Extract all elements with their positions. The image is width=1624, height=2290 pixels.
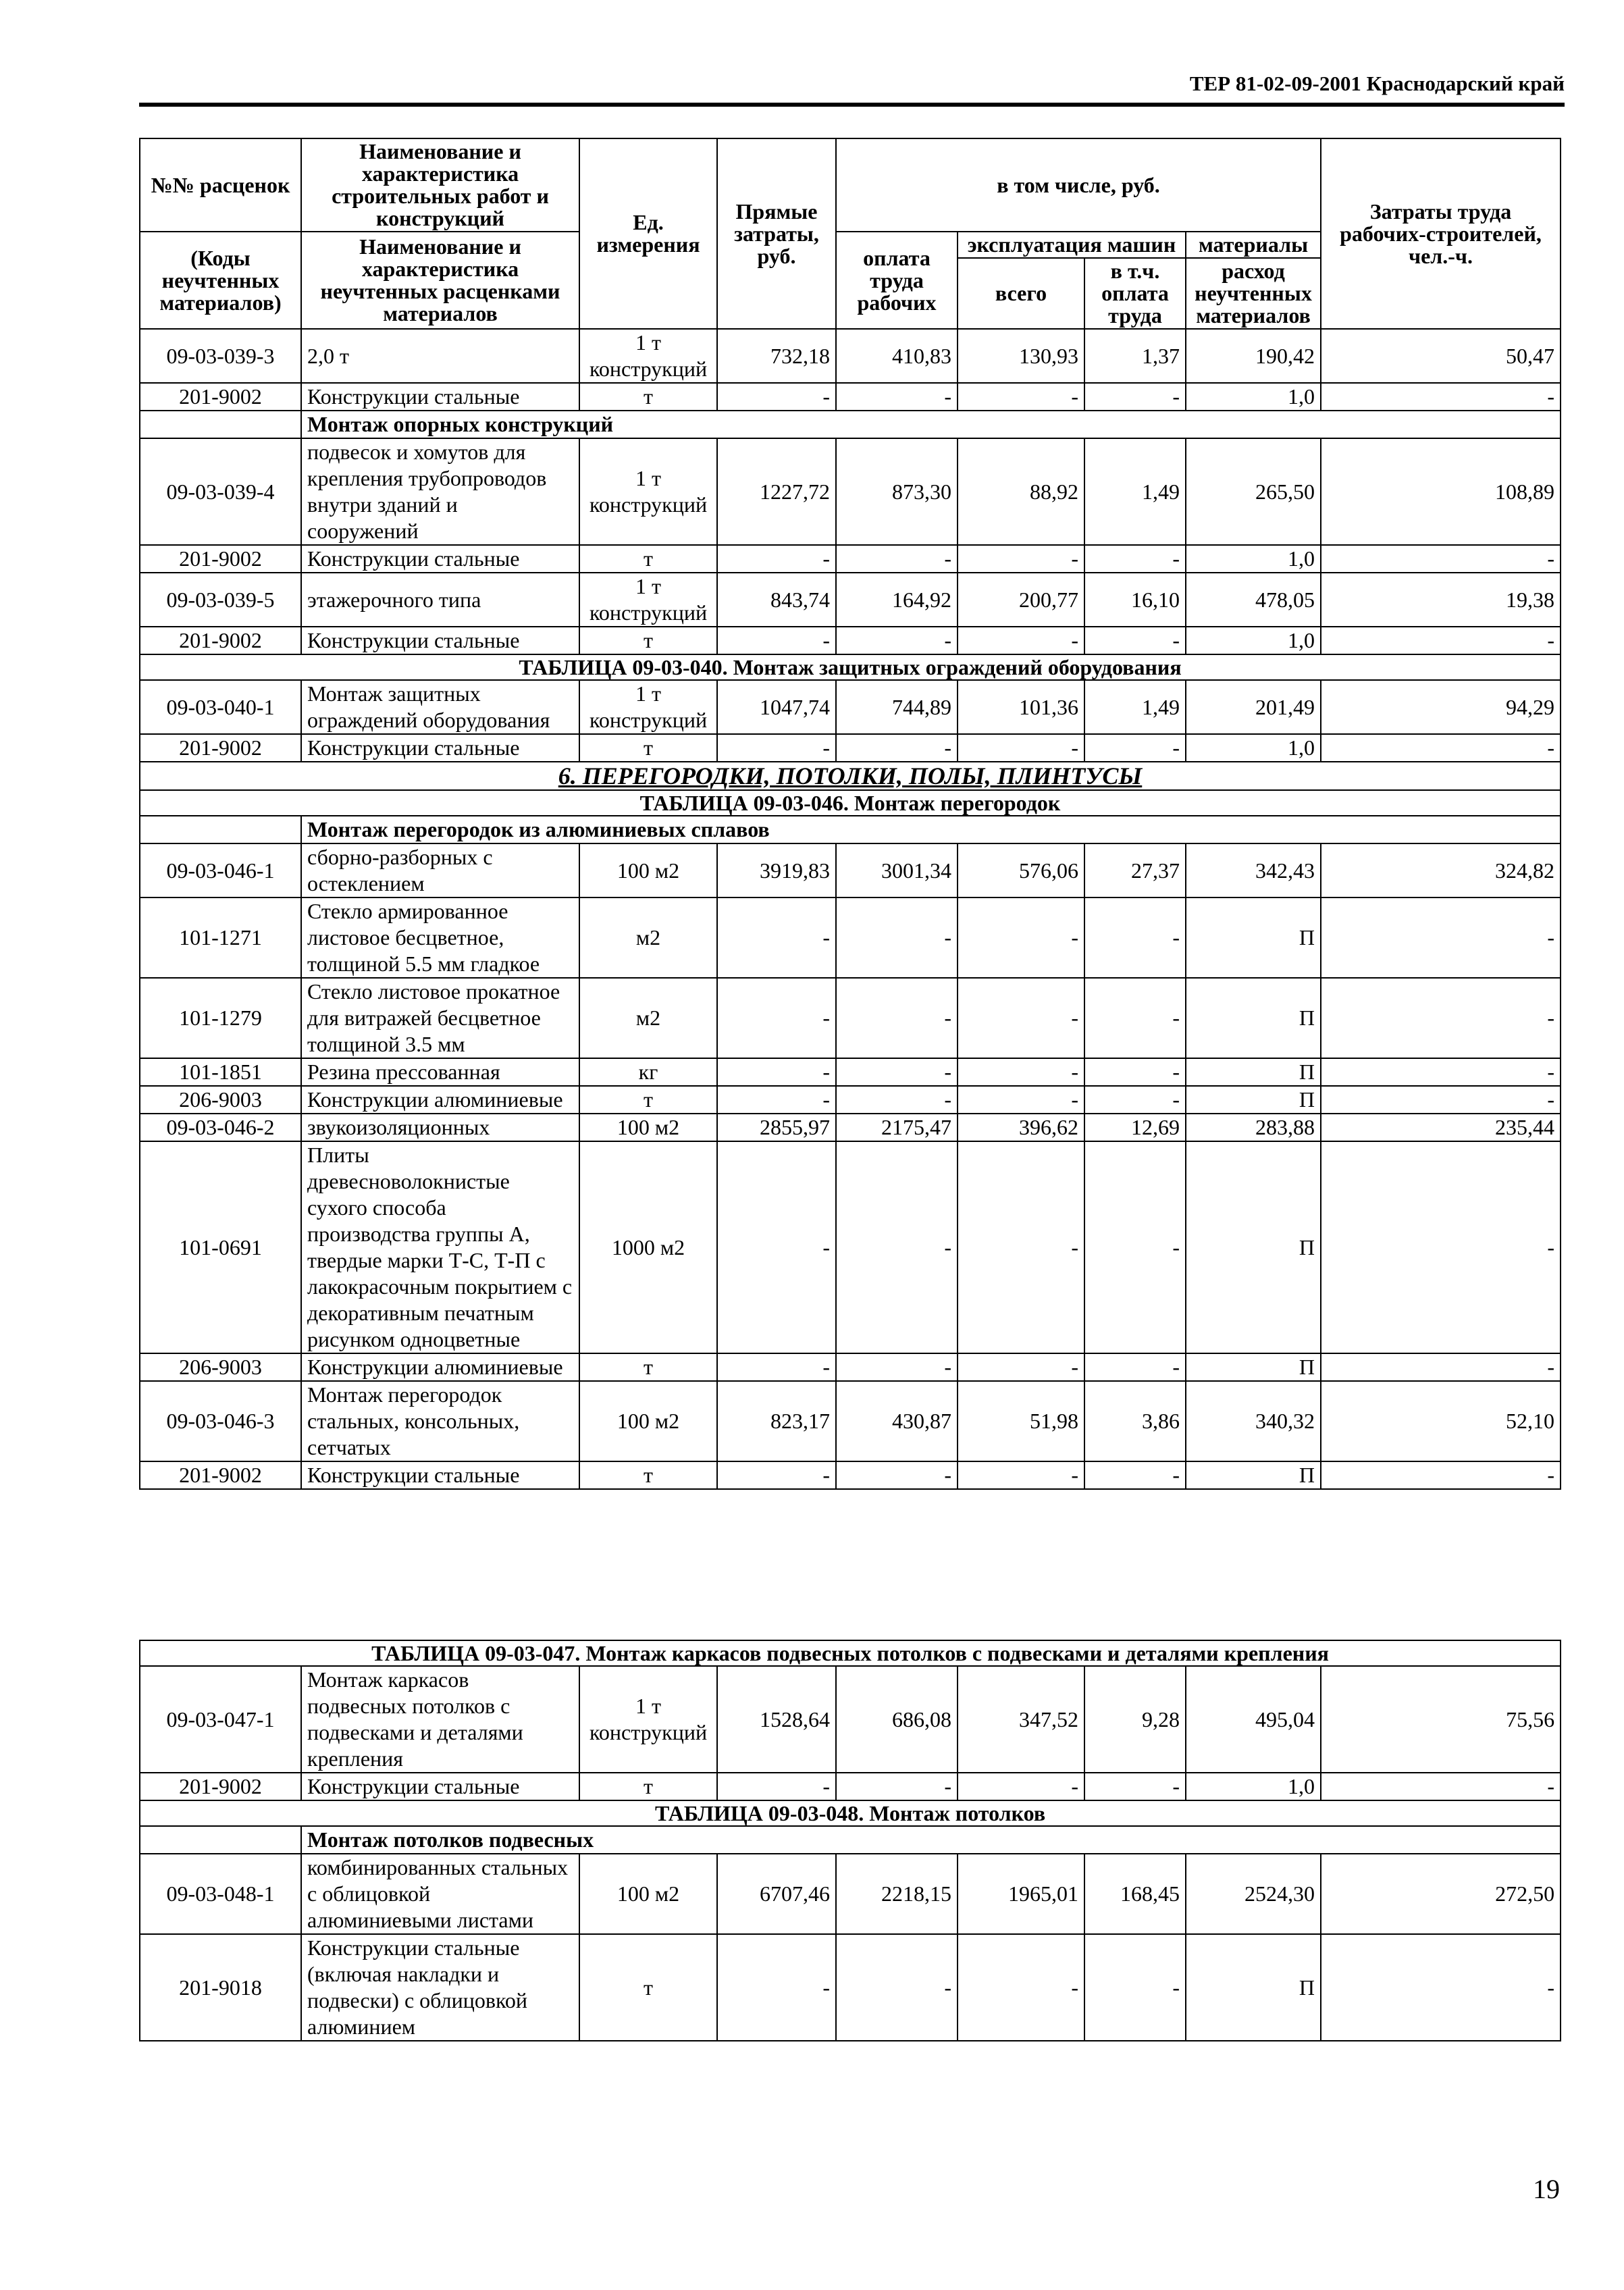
labor-hours: 94,29 <box>1321 680 1561 734</box>
labor-pay: - <box>836 734 958 762</box>
machines-total: 347,52 <box>958 1666 1084 1773</box>
unit-cell: т <box>579 1934 717 2041</box>
machines-total: - <box>958 545 1084 573</box>
labor-pay: - <box>836 1141 958 1353</box>
labor-pay: 744,89 <box>836 680 958 734</box>
labor-hours: - <box>1321 897 1561 978</box>
machines-total: 396,62 <box>958 1114 1084 1141</box>
labor-hours: - <box>1321 545 1561 573</box>
materials-cost: П <box>1186 1141 1321 1353</box>
materials-cost: П <box>1186 1461 1321 1489</box>
rate-code: 09-03-047-1 <box>140 1666 301 1773</box>
machines-total: - <box>958 978 1084 1058</box>
page-number: 19 <box>1533 2174 1560 2204</box>
table-section-row <box>140 790 1561 816</box>
table-row <box>140 734 1561 762</box>
col-machines-total: всего <box>958 258 1084 329</box>
direct-cost: 6707,46 <box>717 1854 836 1934</box>
labor-pay: 164,92 <box>836 573 958 627</box>
col-incl: в том числе, руб. <box>836 138 1321 232</box>
subgroup-row <box>140 816 1561 843</box>
unit-cell: м2 <box>579 897 717 978</box>
machines-total: - <box>958 1058 1084 1086</box>
labor-hours: 19,38 <box>1321 573 1561 627</box>
header-row-1 <box>140 138 1561 232</box>
col-materials: материалы <box>1186 232 1321 258</box>
unit-cell: 1 т конструкций <box>579 438 717 545</box>
col-direct: Прямые затраты, руб. <box>717 138 836 329</box>
unit-cell: м2 <box>579 978 717 1058</box>
rate-code: 09-03-039-5 <box>140 573 301 627</box>
direct-cost: - <box>717 1353 836 1381</box>
labor-pay: 2175,47 <box>836 1114 958 1141</box>
col-materials-unacc: расход неучтенных материалов <box>1186 258 1321 329</box>
table-row <box>140 1461 1561 1489</box>
direct-cost: 2855,97 <box>717 1114 836 1141</box>
unit-cell: т <box>579 1773 717 1800</box>
rates-table-main <box>139 138 1561 1490</box>
machines-labor-pay: - <box>1084 545 1186 573</box>
machines-total: 51,98 <box>958 1381 1084 1461</box>
chapter-row <box>140 762 1561 790</box>
table-section-row <box>140 1800 1561 1826</box>
work-name: Конструкции стальные (включая накладки и подвески) с облицовкой алюминием <box>301 1934 579 2041</box>
chapter-title: 6. ПЕРЕГОРОДКИ, ПОТОЛКИ, ПОЛЫ, ПЛИНТУСЫ <box>140 762 1561 790</box>
table-row <box>140 545 1561 573</box>
materials-cost: П <box>1186 978 1321 1058</box>
rate-code: 09-03-046-2 <box>140 1114 301 1141</box>
rate-code: 201-9002 <box>140 545 301 573</box>
materials-cost: 201,49 <box>1186 680 1321 734</box>
col-name-top: Наименование и характеристика строительных работ и конструкций <box>301 138 579 232</box>
machines-labor-pay: - <box>1084 1353 1186 1381</box>
table-row <box>140 573 1561 627</box>
col-machines: эксплуатация машин <box>958 232 1186 258</box>
materials-cost: 1,0 <box>1186 545 1321 573</box>
labor-hours: - <box>1321 978 1561 1058</box>
rate-code: 09-03-040-1 <box>140 680 301 734</box>
materials-cost: П <box>1186 1353 1321 1381</box>
work-name: Стекло армированное листовое бесцветное, толщиной 5.5 мм гладкое <box>301 897 579 978</box>
unit-cell: 100 м2 <box>579 1381 717 1461</box>
machines-labor-pay: 1,49 <box>1084 680 1186 734</box>
rate-code: 101-0691 <box>140 1141 301 1353</box>
unit-cell: т <box>579 1461 717 1489</box>
machines-total: - <box>958 1086 1084 1114</box>
materials-cost: 478,05 <box>1186 573 1321 627</box>
machines-total: - <box>958 1461 1084 1489</box>
machines-total: 101,36 <box>958 680 1084 734</box>
machines-total: 130,93 <box>958 329 1084 383</box>
machines-labor-pay: - <box>1084 978 1186 1058</box>
labor-hours: 52,10 <box>1321 1381 1561 1461</box>
work-name: Конструкции стальные <box>301 734 579 762</box>
table-section-title: ТАБЛИЦА 09-03-048. Монтаж потолков <box>140 1800 1561 1826</box>
rate-code: 206-9003 <box>140 1353 301 1381</box>
rate-code: 101-1279 <box>140 978 301 1058</box>
labor-hours: - <box>1321 383 1561 411</box>
labor-pay: - <box>836 1773 958 1800</box>
work-name: Плиты древесноволокнистые сухого способа производства группы А, твердые марки Т-С, Т-П с лакокрасочным покрытием с декоративным печатным рисунком одноцветные <box>301 1141 579 1353</box>
machines-labor-pay: 12,69 <box>1084 1114 1186 1141</box>
machines-labor-pay: 16,10 <box>1084 573 1186 627</box>
col-code-bottom: (Коды неучтенных материалов) <box>140 232 301 329</box>
rate-code: 201-9002 <box>140 627 301 654</box>
empty-cell <box>140 411 301 438</box>
subgroup-title: Монтаж перегородок из алюминиевых сплавов <box>301 816 1561 843</box>
work-name: Конструкции стальные <box>301 627 579 654</box>
table-row <box>140 897 1561 978</box>
machines-labor-pay: - <box>1084 1141 1186 1353</box>
unit-cell: т <box>579 627 717 654</box>
machines-labor-pay: - <box>1084 897 1186 978</box>
labor-hours: - <box>1321 1353 1561 1381</box>
table-row <box>140 843 1561 897</box>
work-name: Монтаж перегородок стальных, консольных, сетчатых <box>301 1381 579 1461</box>
machines-labor-pay: 168,45 <box>1084 1854 1186 1934</box>
labor-hours: 272,50 <box>1321 1854 1561 1934</box>
labor-pay: - <box>836 897 958 978</box>
machines-total: - <box>958 383 1084 411</box>
machines-total: - <box>958 627 1084 654</box>
subgroup-row <box>140 411 1561 438</box>
table-row <box>140 1086 1561 1114</box>
machines-labor-pay: - <box>1084 383 1186 411</box>
rate-code: 201-9018 <box>140 1934 301 2041</box>
labor-pay: 686,08 <box>836 1666 958 1773</box>
work-name: 2,0 т <box>301 329 579 383</box>
machines-total: - <box>958 1353 1084 1381</box>
work-name: сборно-разборных с остеклением <box>301 843 579 897</box>
rate-code: 201-9002 <box>140 734 301 762</box>
unit-cell: т <box>579 1353 717 1381</box>
machines-labor-pay: - <box>1084 1086 1186 1114</box>
unit-cell: т <box>579 734 717 762</box>
machines-total: 576,06 <box>958 843 1084 897</box>
machines-labor-pay: - <box>1084 1461 1186 1489</box>
rate-code: 09-03-039-3 <box>140 329 301 383</box>
work-name: Конструкции алюминиевые <box>301 1353 579 1381</box>
rate-code: 201-9002 <box>140 383 301 411</box>
work-name: подвесок и хомутов для крепления трубопроводов внутри зданий и сооружений <box>301 438 579 545</box>
direct-cost: - <box>717 1773 836 1800</box>
labor-pay: - <box>836 1934 958 2041</box>
work-name: Монтаж каркасов подвесных потолков с подвесками и деталями крепления <box>301 1666 579 1773</box>
table-row <box>140 329 1561 383</box>
unit-cell: 100 м2 <box>579 843 717 897</box>
work-name: Конструкции стальные <box>301 1461 579 1489</box>
direct-cost: - <box>717 1461 836 1489</box>
machines-total: - <box>958 1934 1084 2041</box>
rate-code: 201-9002 <box>140 1461 301 1489</box>
labor-pay: 873,30 <box>836 438 958 545</box>
table-row <box>140 1141 1561 1353</box>
labor-pay: 3001,34 <box>836 843 958 897</box>
direct-cost: - <box>717 1058 836 1086</box>
direct-cost: 1528,64 <box>717 1666 836 1773</box>
labor-hours: 324,82 <box>1321 843 1561 897</box>
subgroup-title: Монтаж потолков подвесных <box>301 1826 1561 1854</box>
rate-code: 09-03-046-1 <box>140 843 301 897</box>
rate-code: 09-03-048-1 <box>140 1854 301 1934</box>
labor-pay: - <box>836 1461 958 1489</box>
table-row <box>140 978 1561 1058</box>
table-row <box>140 680 1561 734</box>
labor-hours: - <box>1321 734 1561 762</box>
materials-cost: 2524,30 <box>1186 1854 1321 1934</box>
direct-cost: 3919,83 <box>717 843 836 897</box>
work-name: Конструкции стальные <box>301 1773 579 1800</box>
machines-total: 200,77 <box>958 573 1084 627</box>
materials-cost: П <box>1186 1934 1321 2041</box>
materials-cost: 1,0 <box>1186 734 1321 762</box>
unit-cell: 100 м2 <box>579 1114 717 1141</box>
labor-hours: - <box>1321 1773 1561 1800</box>
table-section-row <box>140 1640 1561 1666</box>
labor-hours: 75,56 <box>1321 1666 1561 1773</box>
machines-total: 1965,01 <box>958 1854 1084 1934</box>
labor-hours: - <box>1321 1461 1561 1489</box>
materials-cost: 495,04 <box>1186 1666 1321 1773</box>
table-row <box>140 627 1561 654</box>
work-name: Конструкции стальные <box>301 545 579 573</box>
materials-cost: П <box>1186 1058 1321 1086</box>
materials-cost: П <box>1186 897 1321 978</box>
table-row <box>140 438 1561 545</box>
direct-cost: 843,74 <box>717 573 836 627</box>
machines-labor-pay: 1,37 <box>1084 329 1186 383</box>
direct-cost: - <box>717 1934 836 2041</box>
rate-code: 101-1851 <box>140 1058 301 1086</box>
empty-cell <box>140 816 301 843</box>
labor-hours: - <box>1321 627 1561 654</box>
rates-table-ceilings <box>139 1640 1561 2041</box>
rate-code: 09-03-039-4 <box>140 438 301 545</box>
work-name: Стекло листовое прокатное для витражей бесцветное толщиной 3.5 мм <box>301 978 579 1058</box>
materials-cost: 190,42 <box>1186 329 1321 383</box>
unit-cell: 1 т конструкций <box>579 1666 717 1773</box>
unit-cell: 100 м2 <box>579 1854 717 1934</box>
unit-cell: 1000 м2 <box>579 1141 717 1353</box>
col-labor-cost: Затраты труда рабочих-строителей, чел.-ч. <box>1321 138 1561 329</box>
labor-hours: - <box>1321 1058 1561 1086</box>
machines-total: - <box>958 734 1084 762</box>
work-name: Резина прессованная <box>301 1058 579 1086</box>
unit-cell: 1 т конструкций <box>579 329 717 383</box>
running-header: ТЕР 81-02-09-2001 Краснодарский край <box>1189 72 1565 95</box>
machines-labor-pay: - <box>1084 734 1186 762</box>
direct-cost: 1047,74 <box>717 680 836 734</box>
materials-cost: П <box>1186 1086 1321 1114</box>
col-machines-labor: в т.ч. оплата труда <box>1084 258 1186 329</box>
table-row <box>140 1666 1561 1773</box>
labor-hours: 235,44 <box>1321 1114 1561 1141</box>
machines-total: 88,92 <box>958 438 1084 545</box>
machines-labor-pay: 1,49 <box>1084 438 1186 545</box>
labor-hours: - <box>1321 1141 1561 1353</box>
unit-cell: кг <box>579 1058 717 1086</box>
empty-cell <box>140 1826 301 1854</box>
work-name: звукоизоляционных <box>301 1114 579 1141</box>
table-row <box>140 1773 1561 1800</box>
direct-cost: 732,18 <box>717 329 836 383</box>
labor-pay: - <box>836 1353 958 1381</box>
materials-cost: 340,32 <box>1186 1381 1321 1461</box>
labor-hours: - <box>1321 1086 1561 1114</box>
materials-cost: 1,0 <box>1186 383 1321 411</box>
direct-cost: - <box>717 383 836 411</box>
labor-hours: 50,47 <box>1321 329 1561 383</box>
rate-code: 201-9002 <box>140 1773 301 1800</box>
table-section-title: ТАБЛИЦА 09-03-046. Монтаж перегородок <box>140 790 1561 816</box>
direct-cost: 1227,72 <box>717 438 836 545</box>
table-row <box>140 1114 1561 1141</box>
rate-code: 206-9003 <box>140 1086 301 1114</box>
table-row <box>140 1353 1561 1381</box>
labor-pay: - <box>836 1086 958 1114</box>
machines-labor-pay: 27,37 <box>1084 843 1186 897</box>
direct-cost: - <box>717 627 836 654</box>
table-section-title: ТАБЛИЦА 09-03-040. Монтаж защитных ограждений оборудования <box>140 654 1561 680</box>
table-section-title: ТАБЛИЦА 09-03-047. Монтаж каркасов подвесных потолков с подвесками и деталями крепления <box>140 1640 1561 1666</box>
col-labor-pay: оплата труда рабочих <box>836 232 958 329</box>
direct-cost: - <box>717 897 836 978</box>
work-name: Конструкции алюминиевые <box>301 1086 579 1114</box>
unit-cell: 1 т конструкций <box>579 573 717 627</box>
unit-cell: 1 т конструкций <box>579 680 717 734</box>
table-row <box>140 1381 1561 1461</box>
labor-hours: 108,89 <box>1321 438 1561 545</box>
header-rule <box>139 103 1565 107</box>
labor-pay: 2218,15 <box>836 1854 958 1934</box>
table-row <box>140 383 1561 411</box>
machines-total: - <box>958 1773 1084 1800</box>
direct-cost: - <box>717 1086 836 1114</box>
machines-total: - <box>958 897 1084 978</box>
direct-cost: 823,17 <box>717 1381 836 1461</box>
machines-labor-pay: - <box>1084 1773 1186 1800</box>
col-name-bottom: Наименование и характеристика неучтенных расценками материалов <box>301 232 579 329</box>
labor-pay: - <box>836 627 958 654</box>
work-name: Конструкции стальные <box>301 383 579 411</box>
unit-cell: т <box>579 1086 717 1114</box>
machines-labor-pay: 3,86 <box>1084 1381 1186 1461</box>
subgroup-title: Монтаж опорных конструкций <box>301 411 1561 438</box>
labor-pay: 410,83 <box>836 329 958 383</box>
materials-cost: 1,0 <box>1186 627 1321 654</box>
table-row <box>140 1934 1561 2041</box>
table-row <box>140 1854 1561 1934</box>
materials-cost: 283,88 <box>1186 1114 1321 1141</box>
unit-cell: т <box>579 383 717 411</box>
machines-labor-pay: - <box>1084 1934 1186 2041</box>
direct-cost: - <box>717 545 836 573</box>
labor-pay: - <box>836 978 958 1058</box>
labor-pay: - <box>836 383 958 411</box>
work-name: комбинированных стальных с облицовкой алюминиевыми листами <box>301 1854 579 1934</box>
machines-labor-pay: - <box>1084 627 1186 654</box>
machines-labor-pay: - <box>1084 1058 1186 1086</box>
work-name: этажерочного типа <box>301 573 579 627</box>
labor-pay: - <box>836 545 958 573</box>
table-row <box>140 1058 1561 1086</box>
machines-total: - <box>958 1141 1084 1353</box>
labor-hours: - <box>1321 1934 1561 2041</box>
rate-code: 101-1271 <box>140 897 301 978</box>
materials-cost: 342,43 <box>1186 843 1321 897</box>
labor-pay: 430,87 <box>836 1381 958 1461</box>
table-section-row <box>140 654 1561 680</box>
rate-code: 09-03-046-3 <box>140 1381 301 1461</box>
materials-cost: 265,50 <box>1186 438 1321 545</box>
labor-pay: - <box>836 1058 958 1086</box>
direct-cost: - <box>717 1141 836 1353</box>
work-name: Монтаж защитных ограждений оборудования <box>301 680 579 734</box>
materials-cost: 1,0 <box>1186 1773 1321 1800</box>
direct-cost: - <box>717 734 836 762</box>
col-code-top: №№ расценок <box>140 138 301 232</box>
unit-cell: т <box>579 545 717 573</box>
col-unit: Ед. измерения <box>579 138 717 329</box>
direct-cost: - <box>717 978 836 1058</box>
subgroup-row <box>140 1826 1561 1854</box>
machines-labor-pay: 9,28 <box>1084 1666 1186 1773</box>
